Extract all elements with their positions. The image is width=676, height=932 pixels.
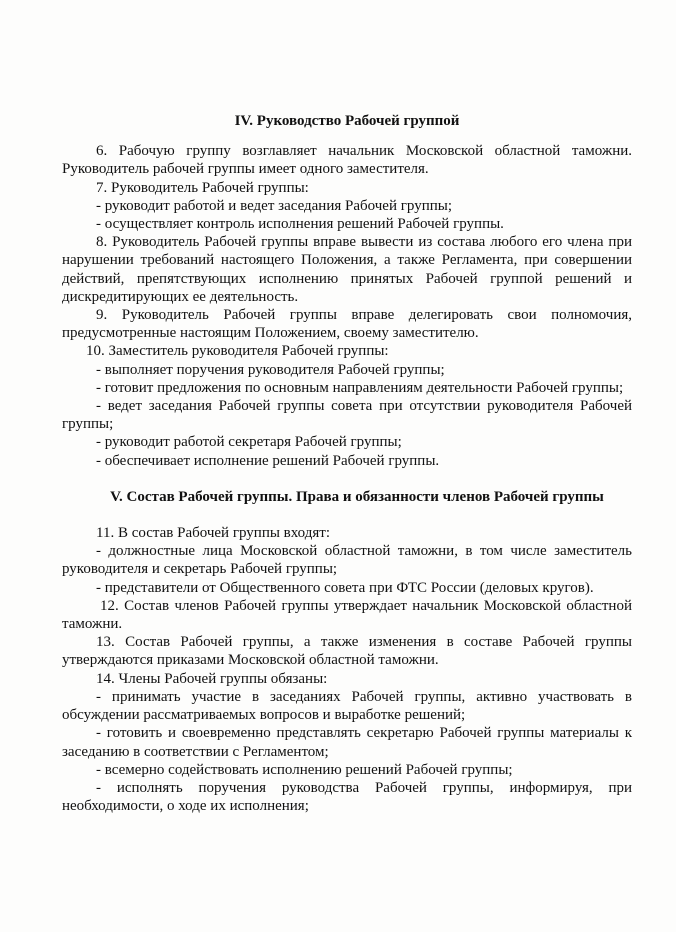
list-item: - руководит работой секретаря Рабочей группы; xyxy=(96,434,402,451)
section-heading-iv: IV. Руководство Рабочей группой xyxy=(234,113,460,129)
list-item: - принимать участие в заседаниях Рабочей группы, активно участвовать в обсуждении рассматриваемых вопросов и выработке решений; xyxy=(62,688,632,724)
list-item: - всемерно содействовать исполнению решений Рабочей группы; xyxy=(96,761,513,778)
list-item: - осуществляет контроль исполнения решений Рабочей группы. xyxy=(96,216,504,233)
document-body xyxy=(62,112,632,815)
list-item: - руководит работой и ведет заседания Рабочей группы; xyxy=(96,197,452,214)
paragraph-11: 11. В состав Рабочей группы входят: xyxy=(96,525,331,542)
paragraph-10: 10. Заместитель руководителя Рабочей группы: xyxy=(86,343,389,360)
list-item: - готовит предложения по основным направлениям деятельности Рабочей группы; xyxy=(96,379,624,396)
section-heading-v: V. Состав Рабочей группы. Права и обязанности членов Рабочей группы xyxy=(110,488,604,505)
paragraph-13: 13. Состав Рабочей группы, а также изменения в составе Рабочей группы утверждаются приказами Московской областной таможни. xyxy=(62,634,632,669)
list-item: - готовить и своевременно представлять секретарю Рабочей группы материалы к заседанию в соответствии с Регламентом; xyxy=(62,725,632,760)
list-item: - представители от Общественного совета при ФТС России (деловых кругов). xyxy=(96,579,594,596)
paragraph-12: 12. Состав членов Рабочей группы утверждает начальник Московской областной таможни. xyxy=(62,597,632,633)
paragraph-9: 9. Руководитель Рабочей группы вправе делегировать свои полномочия, предусмотренные настоящим Положением, своему заместителю. xyxy=(62,307,632,342)
list-item: - исполнять поручения руководства Рабочей группы, информируя, при необходимости, о ходе их исполнения; xyxy=(62,779,632,815)
list-item: - выполняет поручения руководителя Рабочей группы; xyxy=(96,361,445,378)
list-item: - ведет заседания Рабочей группы совета при отсутствии руководителя Рабочей группы; xyxy=(62,398,632,433)
paragraph-14: 14. Члены Рабочей группы обязаны: xyxy=(96,670,328,687)
list-item: - должностные лица Московской областной таможни, в том числе заместитель руководителя и секретарь Рабочей группы; xyxy=(62,543,632,578)
paragraph-6: 6. Рабочую группу возглавляет начальник Московской областной таможни. Руководитель рабочей группы имеет одного заместителя. xyxy=(62,143,632,178)
paragraph-8: 8. Руководитель Рабочей группы вправе вывести из состава любого его члена при нарушении требований настоящего Положения, а также Регламента, при совершении действий, препятствующих исполнению принятых Рабочей группой решений и дискредитирующих ее деятельность. xyxy=(62,234,632,305)
list-item: - обеспечивает исполнение решений Рабочей группы. xyxy=(96,452,440,469)
paragraph-7: 7. Руководитель Рабочей группы: xyxy=(96,179,309,196)
